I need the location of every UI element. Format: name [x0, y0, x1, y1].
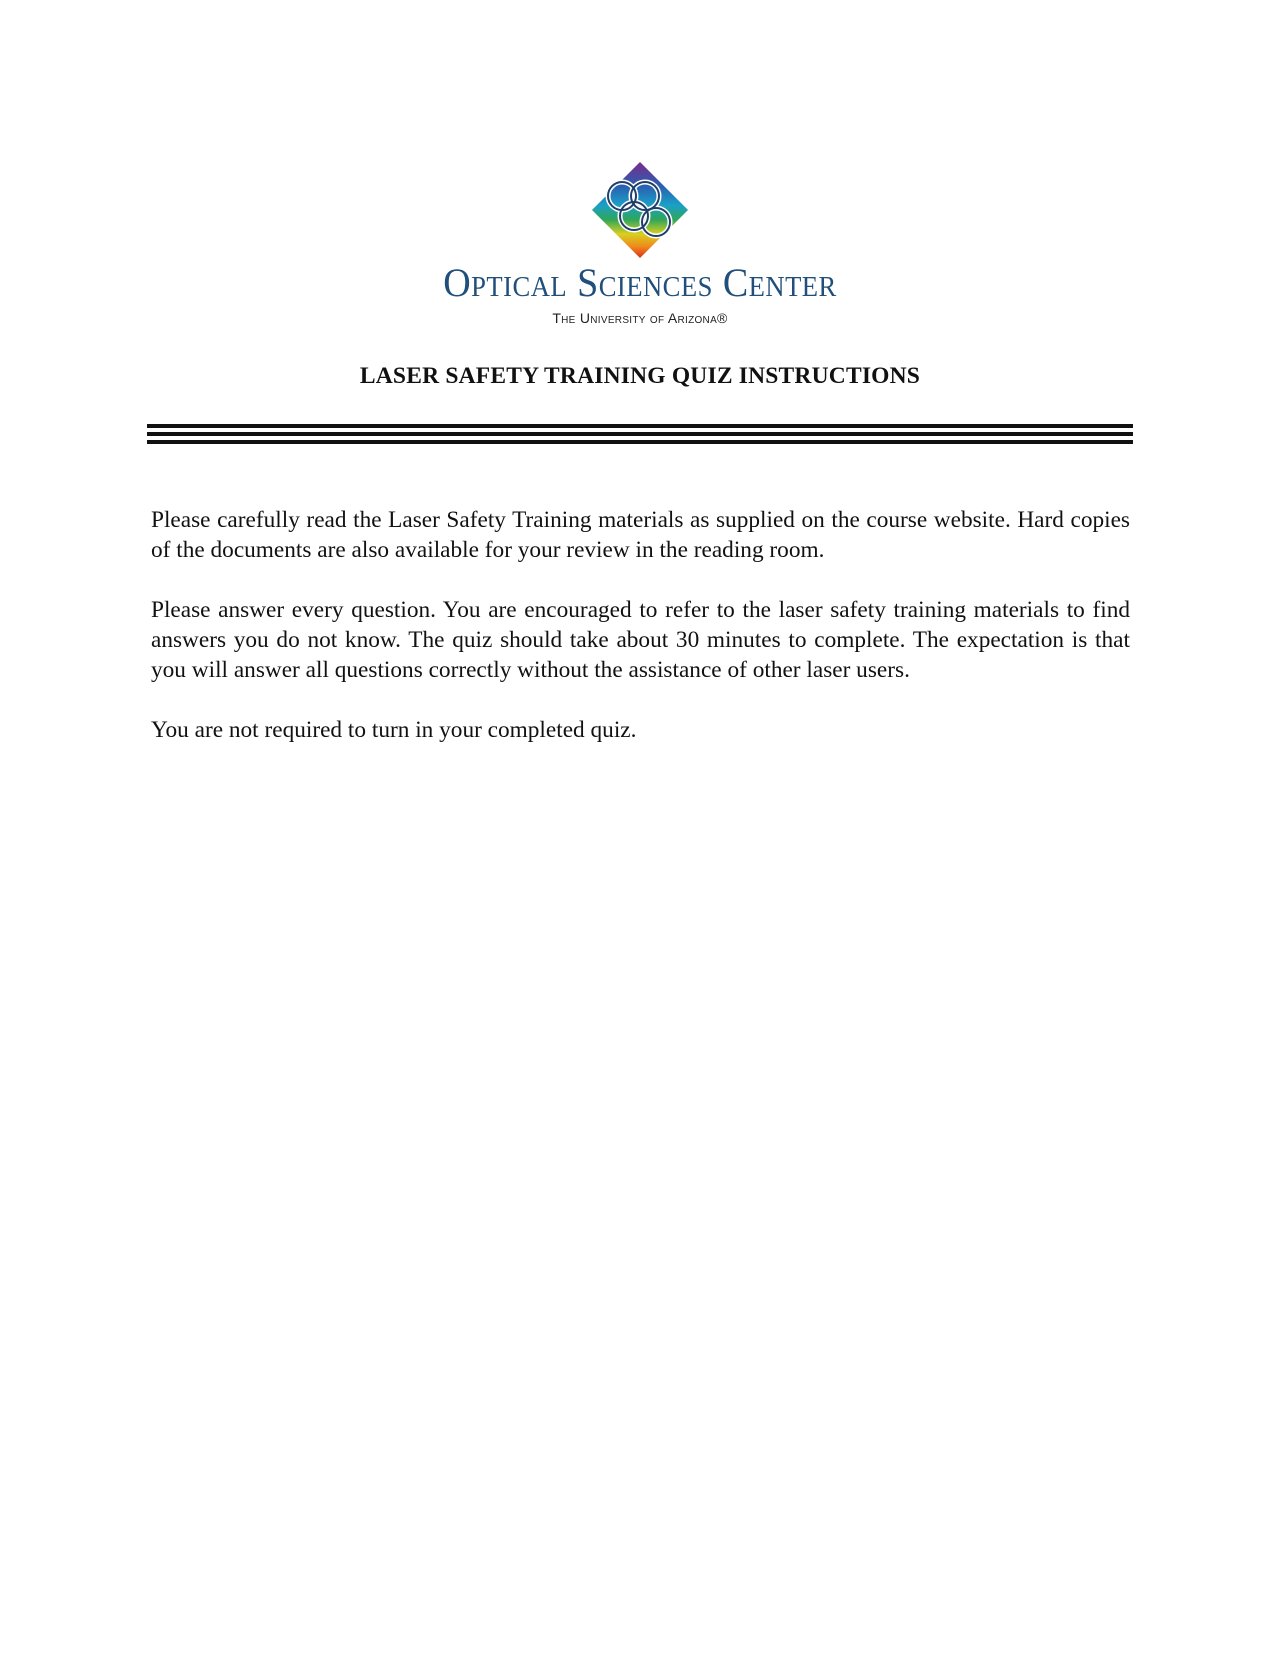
- instruction-paragraph: Please answer every question. You are encouraged to refer to the laser safety training materials to find answers you do not know. The quiz should take about 30 minutes to complete. The expectation is that you will answer all questions correctly without the assistance of other laser users.: [151, 597, 1130, 683]
- instruction-paragraph: Please carefully read the Laser Safety Training materials as supplied on the course website. Hard copies of the documents are also available for your review in the reading room.: [151, 507, 1130, 563]
- organization-subtitle: The University of Arizona®: [552, 310, 728, 326]
- divider-line: [147, 424, 1133, 428]
- document-title: LASER SAFETY TRAINING QUIZ INSTRUCTIONS: [359, 363, 921, 389]
- instruction-paragraph: You are not required to turn in your completed quiz.: [151, 717, 637, 743]
- divider-line: [147, 432, 1133, 436]
- title-divider: [147, 424, 1133, 444]
- letterhead: [0, 160, 1280, 328]
- organization-name: Optical Sciences Center: [443, 260, 837, 305]
- divider-line: [147, 440, 1133, 444]
- optical-sciences-diamond-logo-icon: [590, 160, 690, 260]
- instructions-body: [151, 505, 1130, 775]
